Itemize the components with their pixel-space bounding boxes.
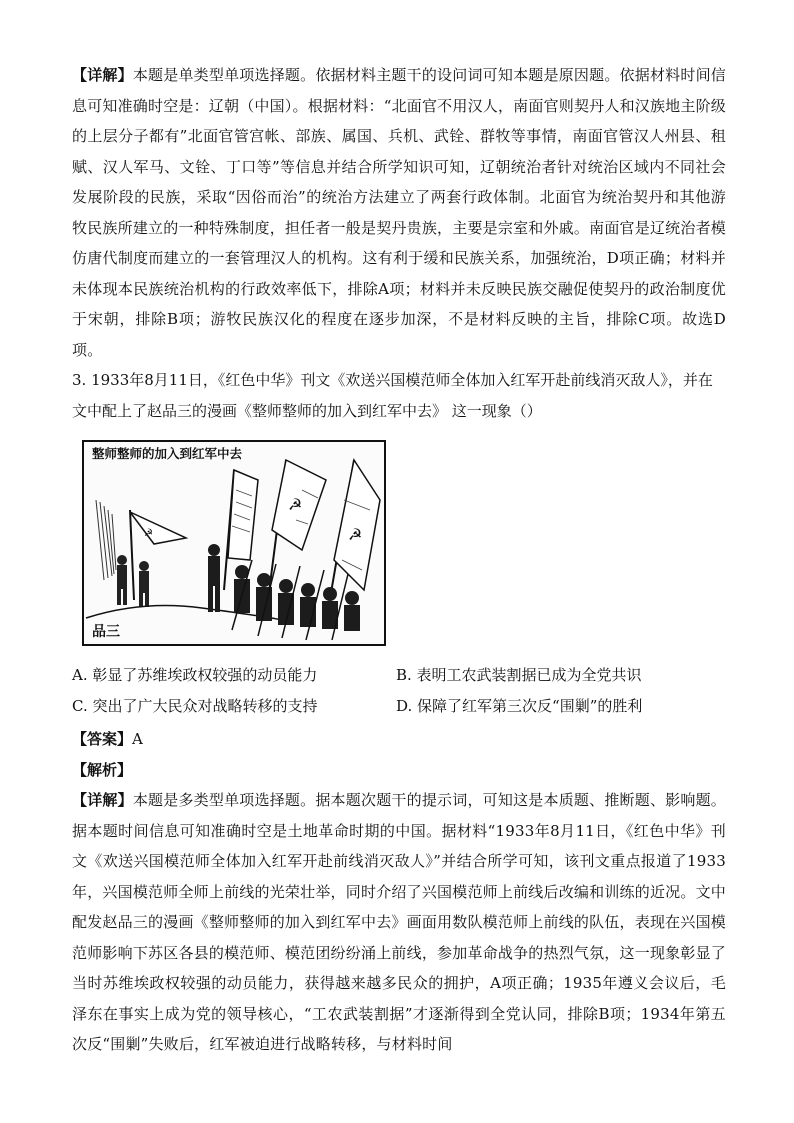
option-c: C. 突出了广大民众对战略转移的支持 [72,697,318,715]
explanation-label: 【详解】 [72,66,133,84]
option-d: D. 保障了红军第三次反“围剿”的胜利 [396,697,643,715]
explanation-text: 本题是单类型单项选择题。依据材料主题干的设问词可知本题是原因题。依据材料时间信息可知准确时空是：辽朝（中国）。根据材料：“北面官不用汉人，南面官则契丹人和汉族地主阶级的上层分子都有”北面官管宫帐、部族、属国、兵机、武铨、群牧等事情，南面官管汉人州县、租赋、汉人军马、文铨、丁口等”等信息并结合所学知识可知，辽朝统治者针对统治区域内不同社会发展阶段的民族，采取“因俗而治”的统治方法建立了两套行政体制。北面官为统治契丹和其他游牧民族所建立的一种特殊制度，担任者一般是契丹贵族，主要是宗室和外戚。南面官是辽统治者模仿唐代制度而建立的一套管理汉人的机构。这有利于缓和民族关系，加强统治，D项正确；材料并未体现本民族统治机构的行政效率低下，排除A项；材料并未反映民族交融促使契丹的政治制度优于宋朝，排除B项；游牧民族汉化的程度在逐步加深，不是材料反映的主旨，排除C项。故选D项。 [72,66,726,359]
svg-text:☭: ☭ [288,495,303,514]
explanation-paragraph-2 [72,785,726,1060]
analysis-line [72,755,726,786]
analysis-label: 【解析】 [72,760,133,779]
option-b: B. 表明工农武装割据已成为全党共识 [396,666,642,684]
answer-label: 【答案】 [72,730,133,748]
cartoon-signature: 品三 [92,624,120,640]
cartoon-illustration [82,440,386,646]
answer-value: A [132,730,143,748]
explanation-label-2: 【详解】 [72,791,133,809]
cartoon-caption: 整师整师的加入到红军中去 [92,446,243,461]
svg-text:☭: ☭ [348,525,363,544]
option-a: A. 彰显了苏维埃政权较强的动员能力 [72,666,318,684]
answer-options [72,658,726,724]
answer-line [72,724,726,755]
explanation-text-2: 本题是多类型单项选择题。据本题次题干的提示词，可知这是本质题、推断题、影响题。据本题时间信息可知准确时空是土地革命时期的中国。据材料“1933年8月11日，《红色中华》刊文《欢送兴国模范师全体加入红军开赴前线消灭敌人》”并结合所学可知，该刊文重点报道了1933年，兴国模范师全师上前线的光荣壮举，同时介绍了兴国模范师上前线后改编和训练的近况。文中配发赵品三的漫画《整师整师的加入到红军中去》画面用数队模范师上前线的队伍，表现在兴国模范师影响下苏区各县的模范师、模范团纷纷涌上前线，参加革命战争的热烈气氛，这一现象彰显了当时苏维埃政权较强的动员能力，获得越来越多民众的拥护，A项正确；1935年遵义会议后，毛泽东在事实上成为党的领导核心，“工农武装割据”才逐渐得到全党认同，排除B项；1934年第五次反“围剿”失败后，红军被迫进行战略转移，与材料时间 [72,791,726,1053]
svg-text:☭: ☭ [144,528,153,539]
question-3-stem: 3. 1933年8月11日，《红色中华》刊文《欢送兴国模范师全体加入红军开赴前线消灭敌人》，并在文中配上了赵品三的漫画《整师整师的加入到红军中去》 这一现象（） [72,371,713,420]
document-page [72,60,726,1060]
cartoon-image [82,440,386,646]
explanation-paragraph-1 [72,60,726,365]
